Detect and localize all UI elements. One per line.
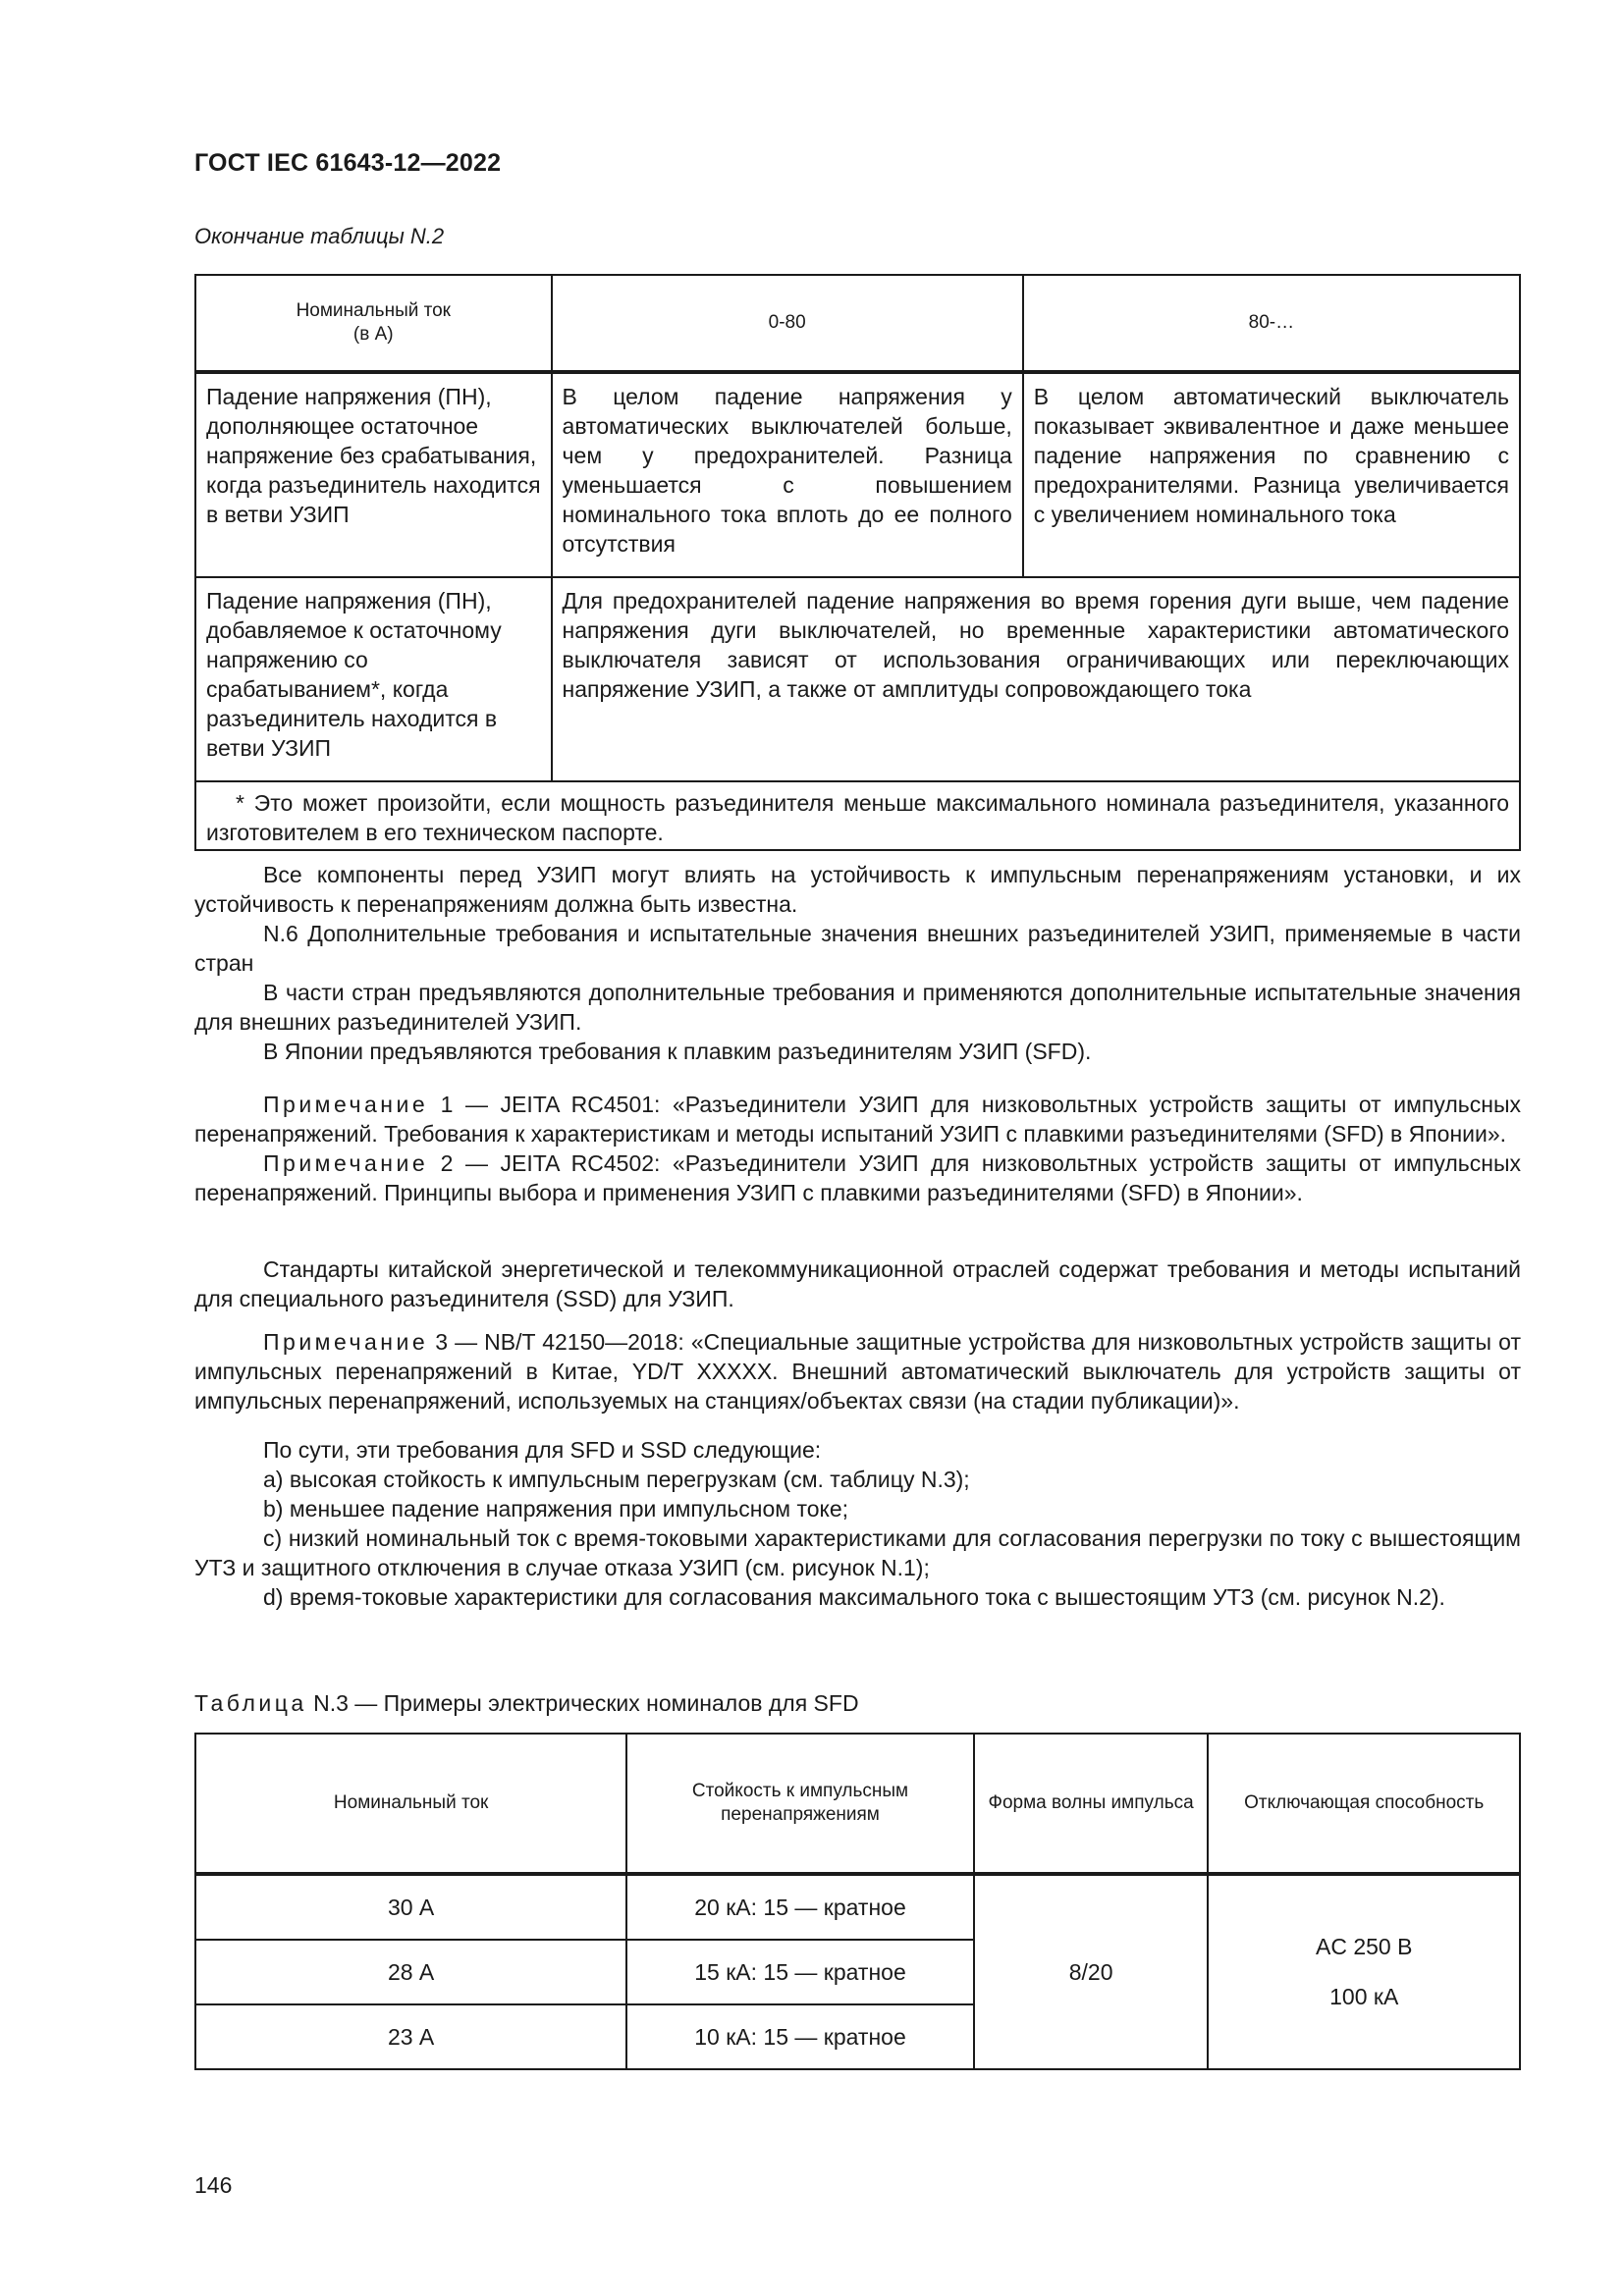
body-section-4 — [194, 1327, 1521, 1415]
table-n2-row-voltage-drop-no-operation — [195, 372, 1520, 577]
note-3-word: Примечание — [263, 1329, 429, 1355]
note-3-text: 3 — NB/T 42150—2018: «Специальные защитные устройства для низковольтных устройств защиты от импульсных перенапряжений в Китае, YD/T XXXXX. Внешний автоматический выключатель для устройств защиты от импульсных перенапряжений, используемых на станциях/объектах связи (на стадии публикации)». — [194, 1329, 1521, 1414]
table-n2-header-current: Номинальный ток (в А) — [195, 275, 552, 372]
table-n3-cell-withstand: 20 кА: 15 — кратное — [626, 1874, 974, 1940]
table-n2-row1-col2: В целом автоматический выключатель показывает эквивалентное и даже меньшее падение напряжения по сравнению с предохранителями. Разница увеличивается с увеличением номинального тока — [1023, 372, 1520, 577]
paragraph-components: Все компоненты перед УЗИП могут влиять на устойчивость к импульсным перенапряжениям установки, и их устойчивость к перенапряжениям должна быть известна. — [194, 862, 1521, 917]
list-item-a: a) высокая стойкость к импульсным перегрузкам (см. таблицу N.3); — [263, 1467, 970, 1492]
body-section-2 — [194, 1090, 1521, 1207]
table-n3-cell-withstand: 15 кА: 15 — кратное — [626, 1940, 974, 2004]
note-3 — [194, 1327, 1521, 1415]
table-n2-footnote: * Это может произойти, если мощность разъединителя меньше максимального номинала разъединителя, указанного изготовителем в его техническом паспорте. — [195, 781, 1520, 850]
table-n3-cell-current: 30 А — [195, 1874, 626, 1940]
note-2-text: 2 — JEITA RC4502: «Разъединители УЗИП для низковольтных устройств защиты от импульсных перенапряжений. Принципы выбора и применения УЗИП с плавкими разъединителями (SFD) в Японии». — [194, 1150, 1521, 1205]
table-n2 — [194, 274, 1521, 851]
list-item-b: b) меньшее падение напряжения при импульсном токе; — [263, 1496, 849, 1522]
table-n2-footnote-row — [195, 781, 1520, 850]
list-item-c: c) низкий номинальный ток с время-токовыми характеристиками для согласования перегрузки по току с вышестоящим УТЗ и защитного отключения в случае отказа УЗИП (см. рисунок N.1); — [194, 1525, 1521, 1580]
table-n3 — [194, 1733, 1521, 2070]
note-2-word: Примечание — [263, 1150, 429, 1176]
table-n2-row2-merged: Для предохранителей падение напряжения во время горения дуги выше, чем падение напряжения дуги выключателей, но временные характеристики автоматического выключателя зависят от использования ограничивающих или переключающих напряжение УЗИП, а также от амплитуды сопровождающего тока — [552, 577, 1520, 781]
table-n2-row1-label: Падение напряжения (ПН), дополняющее остаточное напряжение без срабатывания, когда разъединитель находится в ветви УЗИП — [195, 372, 552, 577]
table-n3-header-current: Номинальный ток — [195, 1734, 626, 1874]
body-section-5 — [194, 1435, 1521, 1612]
table-n2-row-voltage-drop-operation — [195, 577, 1520, 781]
table-n3-caption — [194, 1690, 859, 1717]
note-1-word: Примечание — [263, 1092, 429, 1117]
table-n2-header-row — [195, 275, 1520, 372]
table-n2-row2-label: Падение напряжения (ПН), добавляемое к остаточному напряжению со срабатыванием*, когда разъединитель находится в ветви УЗИП — [195, 577, 552, 781]
table-n3-header-breaking: Отключающая способность — [1208, 1734, 1520, 1874]
table-n3-header-row — [195, 1734, 1520, 1874]
table-n3-cell-current: 28 А — [195, 1940, 626, 2004]
table-n3-caption-word: Таблица — [194, 1690, 307, 1716]
table-n2-caption: Окончание таблицы N.2 — [194, 224, 445, 248]
table-n2-row1-col1: В целом падение напряжения у автоматических выключателей больше, чем у предохранителей. Разница уменьшается с повышением номинального тока вплоть до ее полного отсутствия — [552, 372, 1023, 577]
table-n3-breaking-voltage: AC 250 B — [1315, 1934, 1413, 1959]
table-n3-header-withstand: Стойкость к импульсным перенапряжениям — [626, 1734, 974, 1874]
document-header: ГОСТ IEC 61643-12—2022 — [194, 149, 502, 177]
table-n3-cell-withstand: 10 кА: 15 — кратное — [626, 2004, 974, 2069]
table-n3-cell-breaking — [1208, 1874, 1520, 2069]
note-2 — [194, 1148, 1521, 1207]
body-section-1 — [194, 860, 1521, 1066]
table-n3-header-waveform: Форма волны импульса — [974, 1734, 1209, 1874]
paragraph-japan: В Японии предъявляются требования к плавким разъединителям УЗИП (SFD). — [263, 1039, 1092, 1064]
table-n3-breaking-current: 100 кА — [1329, 1984, 1399, 2009]
table-row — [195, 1874, 1520, 1940]
table-n3-cell-waveform: 8/20 — [974, 1874, 1209, 2069]
note-1-text: 1 — JEITA RC4501: «Разъединители УЗИП для низковольтных устройств защиты от импульсных перенапряжений. Требования к характеристикам и методы испытаний УЗИП с плавкими разъединителями (SFD) в Японии». — [194, 1092, 1521, 1147]
table-n2-header-0-80: 0-80 — [552, 275, 1023, 372]
paragraph-requirements: По сути, эти требования для SFD и SSD следующие: — [263, 1437, 822, 1463]
paragraph-china-standards: Стандарты китайской энергетической и телекоммуникационной отраслей содержат требования и методы испытаний для специального разъединителя (SSD) для УЗИП. — [194, 1256, 1521, 1311]
note-1 — [194, 1090, 1521, 1148]
body-section-3 — [194, 1255, 1521, 1313]
paragraph-some-countries: В части стран предъявляются дополнительные требования и применяются дополнительные испытательные значения для внешних разъединителей УЗИП. — [194, 980, 1521, 1035]
table-n2-header-80-plus: 80-… — [1023, 275, 1520, 372]
table-n3-cell-current: 23 А — [195, 2004, 626, 2069]
list-item-d: d) время-токовые характеристики для согласования максимального тока с вышестоящим УТЗ (см. рисунок N.2). — [263, 1584, 1445, 1610]
table-n3-caption-text: N.3 — Примеры электрических номиналов для SFD — [306, 1690, 859, 1716]
section-heading-n6: N.6 Дополнительные требования и испытательные значения внешних разъединителей УЗИП, применяемые в части стран — [194, 921, 1521, 976]
page-number: 146 — [194, 2172, 233, 2198]
